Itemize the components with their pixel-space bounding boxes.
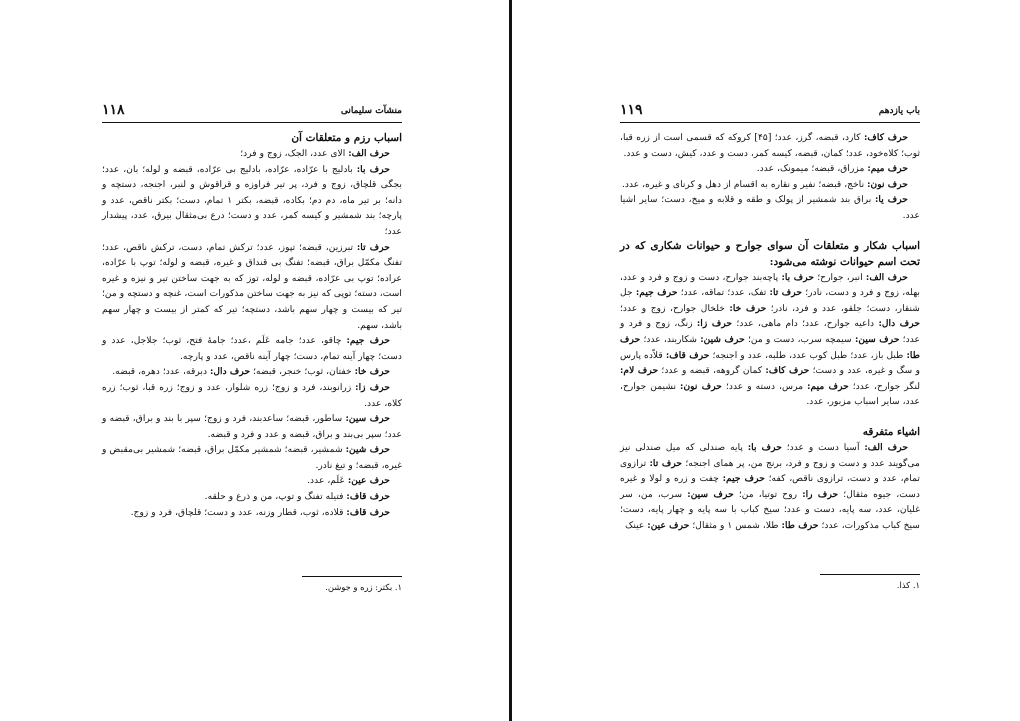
paragraph-text: کارد، قبضه، گرز، عدد؛ [۴۵] کروکه که قسمی است از زره قبا، ثوب؛ کلاه‌خود، عدد؛ کمان، قبضه، کیسه کمر، دست و عدد، کیش، دست و عدد. [620, 132, 920, 159]
paragraph [102, 473, 402, 489]
paragraph [620, 177, 920, 193]
left-page [102, 102, 402, 602]
letter-label: حرف جیم: [346, 335, 390, 347]
letter-label: حرف با: [356, 163, 391, 175]
left-page-body [102, 130, 402, 520]
section-heading: اسباب رزم و متعلقات آن [291, 132, 402, 144]
paragraph: حرف الف: آسیا دست و عدد؛ حرف با: پایه صندلی که میل صندلی نیز می‌گویند عدد و دست و زوج و فرد، برنج من، پر همای اجنجه؛ حرف تا: ترازوی تمام، عدد و دست، ترازوی ناقص، کفه؛ حرف جیم: چفت و زره و لولا و غیره دست، جیوه مثقال؛ حرف را: روح توتیا، من؛ حرف سین: سرب، من، سر غلیان، عدد، سه پایه، دست و عدد؛ سیخ کباب با سه پایه و چهار پایه، دست؛ سیخ کباب مذکورات، عدد؛ حرف طا: طلا، شمس ۱ و مثقال؛ حرف عین: عینک [620, 441, 921, 531]
letter-label: حرف قاف: [346, 506, 390, 518]
paragraph-text: چاقو، عدد؛ جامه عَلَم ،عدد؛ جامهٔ فتح، ثوب؛ جلاجل، عدد و دست؛ چهار آینه تمام، دست؛ چهار آینه ناقص، عدد و پارچه. [102, 335, 402, 362]
letter-label: حرف دال: [209, 366, 251, 378]
paragraph-text: ساطور، قبضه؛ ساعدبند، فرد و زوج؛ سپر با بند و براق، قبضه و عدد؛ سپر بی‌بند و براق، قبضه و عدد و فرد و قبضه. [102, 413, 402, 440]
letter-label: حرف قاف: [346, 491, 390, 503]
paragraph-text: فتیله تفنگ و توپ، من و ذرع و حلقه. [204, 491, 344, 503]
letter-label: حرف میم: [867, 163, 908, 175]
footnote: ۱. بکتر: زره و جوشن. [325, 582, 402, 592]
footnote-rule [302, 576, 402, 577]
paragraph-text: شمشیر، قبضه؛ شمشیر مکمّل براق، قبضه؛ شمشیر بی‌مقبض و غیره، قبضه؛ و تیغ نادر. [102, 444, 402, 471]
footnote-rule [820, 574, 920, 575]
running-title: باب یازدهم [878, 106, 920, 116]
paragraph-text: ناخج، قبضه؛ نفیر و نقاره به اقسام از دهل و کرنای و غیره، عدد. [621, 178, 865, 190]
right-page-header [620, 102, 920, 123]
paragraph-text: عَلَم، عدد. [307, 475, 345, 487]
letter-label: حرف تا: [356, 241, 390, 253]
paragraph [102, 333, 402, 364]
paragraph [102, 489, 402, 505]
letter-label: حرف عین: [347, 475, 390, 487]
letter-label: حرف نون: [867, 178, 908, 190]
footnote: ۱. کذا. [896, 580, 920, 590]
letter-label: حرف شین: [345, 444, 391, 456]
paragraph [102, 442, 402, 473]
paragraph-text: دبرقه، عدد؛ دهره، قبضه. [112, 366, 208, 378]
paragraph-text: مزراق، قبضه؛ میمونک، عدد. [756, 163, 865, 175]
paragraph [102, 240, 402, 334]
left-page-header [102, 102, 402, 123]
paragraph [620, 161, 920, 177]
paragraph-text: الای عدد، الجک، زوج و فرد؛ [240, 148, 346, 159]
page-number: ۱۱۸ [102, 102, 125, 118]
paragraph [102, 505, 402, 521]
page-number: ۱۱۹ [620, 102, 643, 118]
paragraph [102, 364, 402, 380]
right-page [620, 102, 920, 602]
paragraph-text: براق بند شمشیر از پولک و طقه و قلابه و میخ، دست؛ سایر اشیا عدد. [620, 194, 920, 221]
section-heading: اشیاء متفرقه [862, 425, 920, 438]
paragraph [102, 162, 402, 240]
section-heading: اسباب شکار و متعلقات آن سوای جوارح و حیوانات شکاری که در تحت اسم حیوانات نوشته می‌شود: [620, 239, 920, 268]
letter-label: حرف خا: [354, 366, 390, 378]
letter-label: حرف کاف: [864, 132, 909, 143]
paragraph-text: بادلیج با عرّاده، عرّاده، بادلیج بی عرّاده، قبضه و لوله؛ بان، عدد؛ بجگی قلچاق، زوج و فرد، پر تیر فراوزه و قراقوش و لنبر، اجنجه، دستچه و دانه؛ بر تیر ماه، دم دم؛ بکاده، قبضه، بکتر ۱ تمام، دست؛ بکتر ناقص، عدد و پارچه؛ بند شمشیر و کیسه کمر، عدد و دست؛ درع بی‌مثقال بیرق، عدد، پیشدار عدد؛ [102, 163, 402, 237]
paragraph [102, 411, 402, 442]
paragraph-text: قلاده، ثوب، قطار وزنه، عدد و دست؛ قلچاق، فرد و زوج. [130, 506, 344, 518]
paragraph-text: خفتان، ثوب؛ خنجر، قبضه؛ [253, 366, 352, 378]
paragraph: حرف الف: انبر، جوارح؛ حرف با: پاچه‌بند جوارح، دست و زوج و فرد و عدد، بهله، زوج و فرد و دست، نادر؛ حرف تا: تفک، عدد؛ تماقه، عدد؛ حرف جیم: جل شنقار، دست؛ جلقو، عدد و فرد، نادر؛ حرف خا: خلخال جوارح، زوج و عدد؛ حرف دال: داعیه جوارح، عدد؛ دام ماهی، عدد؛ حرف زا: زنگ، زوج و فرد و عدد؛ حرف سین: سیمچه سرب، دست و من؛ حرف شین: شکاربند، عدد؛ حرف طا: طبل باز، عدد؛ طبل کوب عدد، طلبه، عدد و اجنجه؛ حرف قاف: قلاّده پارس و سگ و غیره، عدد و دست؛ حرف کاف: کمان گروهه، قبضه و عدد؛ حرف لام: لنگر جوارح، عدد؛ حرف میم: مرس، دسته و عدد؛ حرف نون: نشیمن جوارح، عدد، سایر اسباب مزبور، عدد. [620, 271, 921, 408]
paragraph [102, 380, 402, 411]
paragraph [620, 130, 920, 161]
paragraph-text: زرانوبند، فرد و زوج؛ زره شلوار، عدد و زوج؛ زره قبا، ثوب؛ زره کلاه، عدد. [102, 381, 402, 409]
paragraph [102, 146, 402, 162]
paragraph-text: تبرزین، قبضه؛ تپوز، عدد؛ ترکش تمام، دست، ترکش ناقص، عدد؛ تفنگ مکمّل براق، قبضه؛ تفنگ بی قنداق و غیره، قبضه و لوله؛ توپ با عرّاده، عراده؛ توپ بی عرّاده، قبضه و لوله، توز که به جهت ساختن تیر و نیزه و غیره است، دسته؛ توپی که نیز به جهت ساختن مذکورات است، غنچه و دستچه و من؛ تیر که بیست و چهار سهم باشد، دستچه؛ تیر که کمتر از بیست و چهار سهم باشد، سهم. [102, 241, 402, 331]
letter-label: حرف زا: [355, 381, 391, 393]
paragraph [620, 192, 920, 223]
letter-label: حرف الف: [348, 148, 390, 159]
running-title: منشآت سلیمانی [340, 106, 402, 116]
right-page-body [620, 130, 920, 533]
letter-label: حرف سین: [345, 413, 391, 425]
letter-label: حرف یا: [875, 194, 908, 206]
page-gutter-divider [509, 0, 512, 721]
